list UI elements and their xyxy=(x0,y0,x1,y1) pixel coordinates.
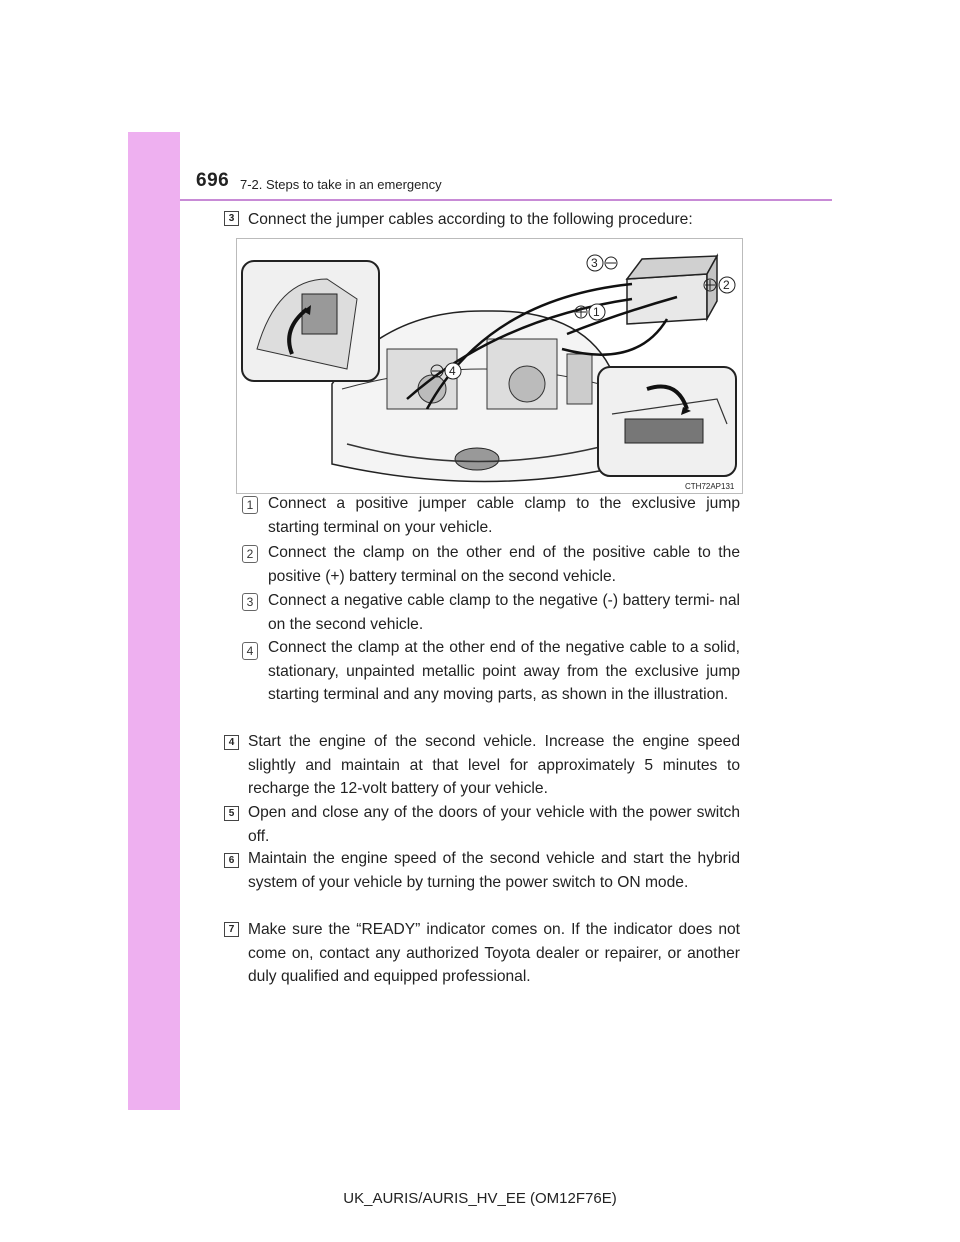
callout-2-label: 2 xyxy=(723,278,730,292)
substep-number: 3 xyxy=(242,593,258,611)
substep-text: Connect the clamp on the other end of the positive cable to the positive (+) battery terminal on the second vehicle. xyxy=(268,544,740,585)
illustration-code: CTH72AP131 xyxy=(685,482,735,491)
step-number: 6 xyxy=(224,853,239,868)
step-text: Start the engine of the second vehicle. Increase the engine speed slightly and maintain at that level for approximately 5 minutes to recharge the 12-volt battery of your vehicle. xyxy=(248,733,740,797)
callout-4-label: 4 xyxy=(449,364,456,378)
step-number: 5 xyxy=(224,806,239,821)
substep-text: Connect the clamp at the other end of the negative cable to a solid, stationary, unpainted metallic point away from the exclusive jump starting terminal and any moving parts, as shown in the illustration. xyxy=(268,639,740,703)
page-number: 696 xyxy=(196,170,230,191)
page-footer: UK_AURIS/AURIS_HV_EE (OM12F76E) xyxy=(343,1190,617,1207)
substep-number: 4 xyxy=(242,642,258,660)
substep-text: Connect a positive jumper cable clamp to the exclusive jump starting terminal on your vehicle. xyxy=(268,495,740,536)
jump-start-illustration xyxy=(236,238,743,494)
step-number: 3 xyxy=(224,211,239,226)
callout-3-label: 3 xyxy=(591,256,598,270)
substep-number: 2 xyxy=(242,545,258,563)
step-text: Connect the jumper cables according to the following procedure: xyxy=(248,211,693,228)
callout-1-label: 1 xyxy=(593,305,600,319)
substep-text: Connect a negative cable clamp to the negative (-) battery termi- nal on the second vehicle. xyxy=(268,592,740,633)
step-number: 7 xyxy=(224,922,239,937)
step-text: Open and close any of the doors of your vehicle with the power switch off. xyxy=(248,804,740,845)
step-number: 4 xyxy=(224,735,239,750)
step-text: Maintain the engine speed of the second vehicle and start the hybrid system of your vehicle by turning the power switch to ON mode. xyxy=(248,850,740,891)
step-text: Make sure the “READY” indicator comes on. If the indicator does not come on, contact any authorized Toyota dealer or repairer, or another duly qualified and equipped professional. xyxy=(248,921,740,985)
header-divider xyxy=(180,199,832,201)
section-title: 7-2. Steps to take in an emergency xyxy=(240,177,442,192)
substep-number: 1 xyxy=(242,496,258,514)
side-tab-bar xyxy=(128,132,180,1110)
